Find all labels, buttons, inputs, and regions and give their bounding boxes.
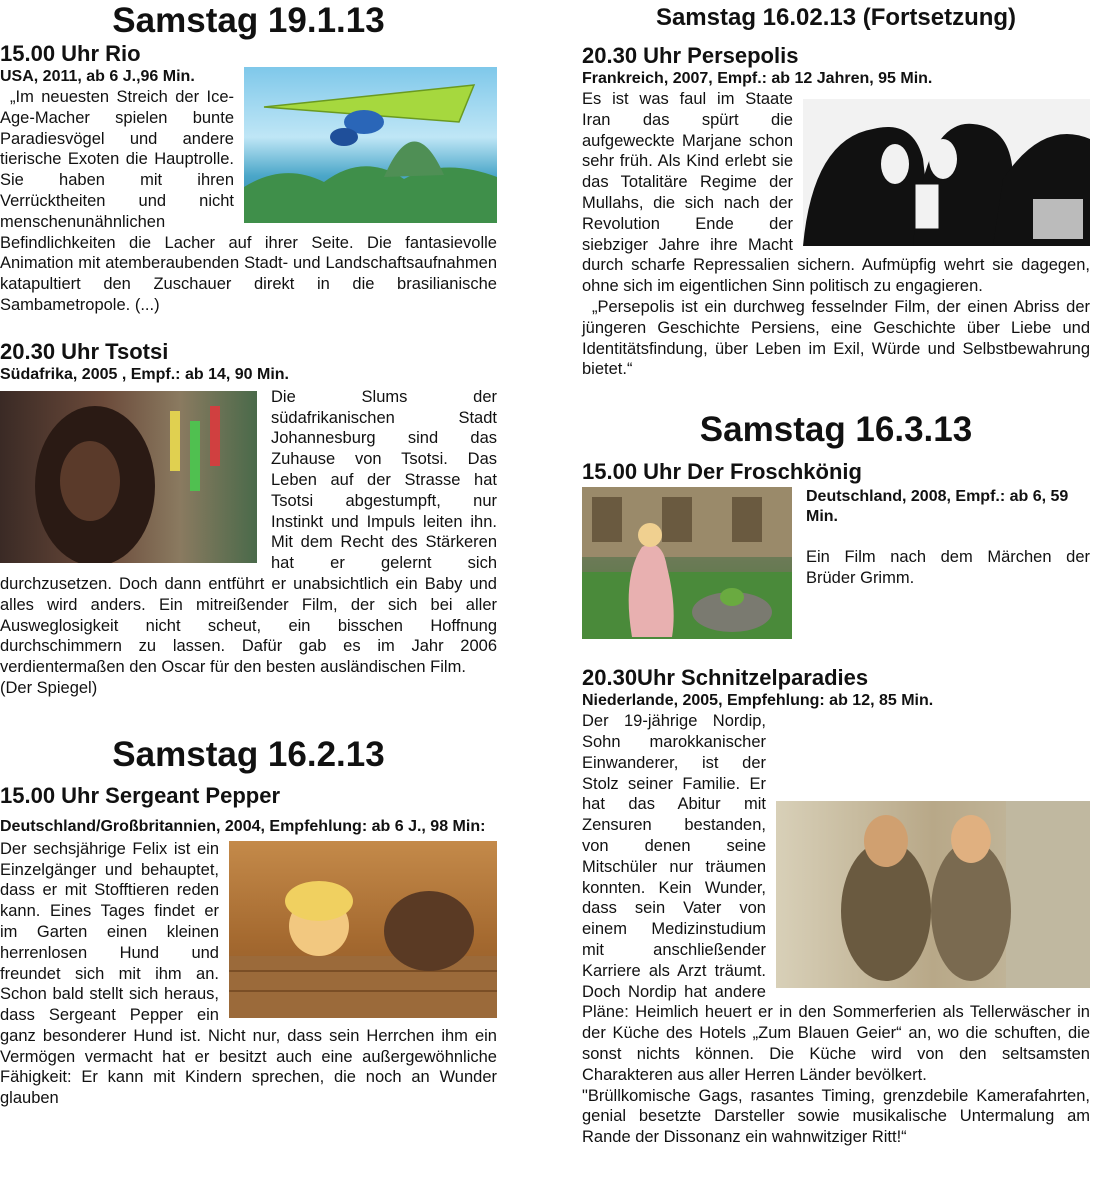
film-meta: USA, 2011, ab 6 J.,96 Min.	[0, 68, 195, 85]
left-column	[0, 0, 497, 1109]
continuation-heading: Samstag 16.02.13 (Fortsetzung)	[655, 4, 1017, 31]
day-heading-19-1: Samstag 19.1.13	[112, 1, 385, 40]
film-tsotsi	[0, 339, 497, 699]
rio-still-image	[244, 67, 497, 223]
film-meta: Deutschland, 2008, Empf.: ab 6, 59 Min.	[806, 488, 1069, 526]
film-description: Der 19-jährige Nordip, Sohn marokkanischer Einwanderer, ist der Stolz seiner Familie. Er hat das Abitur mit Zensuren bestanden, von denen seine Mitschüler nur träumen konnten. Kein Wunder, dass sein Vater von einem Medizinstudium mit anschließender Karriere als Arzt träumt. Doch Nordip hat andere Pläne: Heimlich heuert er in den Sommerferien als Tellerwäscher in der Küche des Hotels „Zum Blauen Geier“ an, wo die schuften, die sonst nichts können. Die Küche wird von den seltsamsten Charakteren aus aller Herren Länder bevölkert.	[582, 712, 1090, 1084]
film-froschkoenig	[582, 459, 1090, 641]
film-description: Ein Film nach dem Märchen der Brüder Grimm.	[806, 548, 1090, 587]
film-persepolis	[582, 43, 1090, 380]
film-meta: Deutschland/Großbritannien, 2004, Empfehlung: ab 6 J., 98 Min:	[0, 817, 486, 835]
day-heading-16-3: Samstag 16.3.13	[699, 410, 973, 450]
schnitzelparadies-still-image	[776, 801, 1090, 988]
film-sergeant-pepper	[0, 783, 497, 1109]
film-source: (Der Spiegel)	[0, 678, 98, 697]
froschkoenig-still-image	[582, 487, 792, 639]
pepper-still-image	[229, 841, 497, 1018]
film-title: 20.30 Uhr Persepolis	[582, 43, 799, 68]
film-quote: „Persepolis ist ein durchweg fesselnder Film, der einen Abriss der jüngeren Geschichte Persiens, eine Geschichte über Liebe und Identitätsfindung, über Leben im Exil, Würde und Selbstbewahrung bietet.“	[582, 297, 1090, 379]
right-column	[582, 0, 1090, 1148]
film-title: 20.30Uhr Schnitzelparadies	[582, 665, 869, 691]
film-description: Es ist was faul im Staate Iran das spürt die aufgeweckte Marjane schon sehr früh. Als Kind erlebt sie das Totalitäre Regime der Mullahs, die sich nach der Revolution Ende der siebziger Jahre ihre Macht durch scharfe Repressalien sichern. Aufmüpfig wehrt sie dagegen, ohne sich im eigentlichen Sinn politisch zu engagieren.	[582, 90, 1090, 296]
film-meta: Frankreich, 2007, Empf.: ab 12 Jahren, 95 Min.	[582, 70, 933, 87]
film-description: Die Slums der südafrikanischen Stadt Johannesburg sind das Zuhause von Tsotsi. Das Leben auf der Strasse hat Tsotsi abgestumpft, nur Instinkt und Impuls leiten ihn. Mit dem Recht des Stärkeren hat er gelernt sich durchzusetzen. Doch dann entführt er unabsichtlich ein Baby und alles wird anders. Ein mitreißender Film, der sich bei aller Ausweglosigkeit nicht scheut, ein bisschen Hoffnung durchschimmern zu lassen. Dafür gab es im Jahr 2006 verdientermaßen den Oscar für den besten ausländischen Film.	[0, 387, 497, 677]
film-description: Der sechsjährige Felix ist ein Einzelgänger und behauptet, dass er mit Stofftieren reden kann. Eines Tages findet er im Garten einen kleinen herrenlosen Hund und freundet sich mit ihm an. Schon bald stellt sich heraus, dass Sergeant Pepper ein ganz besonderer Hund ist. Nicht nur, dass sein Herrchen ihm ein Vermögen vermacht hat er besitzt auch eine außergewöhnliche Fähigkeit: Er kann mit Kindern sprechen, die noch an Wunder glauben	[0, 839, 497, 1108]
film-schnitzelparadies	[582, 665, 1090, 1148]
film-title: 15.00 Uhr Der Froschkönig	[582, 459, 862, 485]
film-title: 15.00 Uhr Sergeant Pepper	[0, 782, 281, 808]
film-title: 20.30 Uhr Tsotsi	[0, 338, 169, 364]
film-meta: Niederlande, 2005, Empfehlung: ab 12, 85 Min.	[582, 692, 934, 710]
film-rio	[0, 41, 497, 316]
day-heading-16-2: Samstag 16.2.13	[112, 734, 385, 774]
film-title: 15.00 Uhr Rio	[0, 41, 141, 66]
film-meta: Südafrika, 2005 , Empf.: ab 14, 90 Min.	[0, 365, 289, 383]
film-quote: "Brüllkomische Gags, rasantes Timing, grenzdebile Kamerafahrten, genial besetzte Darsteller sowie musikalische Untermalung am Rande der Dissonanz ein wahnwitziger Ritt!“	[582, 1086, 1090, 1147]
film-description: „Im neuesten Streich der Ice-Age-Macher spielen bunte Paradiesvögel und andere tierische Exoten die Hauptrolle. Sie haben mit ihren Verrücktheiten und nicht menschenunähnlichen Befindlichkeiten die Lacher auf ihrer Seite. Die fantasievolle Animation mit atemberaubenden Stadt- und Landschaftsaufnahmen katapultiert den Zuschauer direkt in die brasilianische Sambametropole. (...)	[0, 88, 497, 314]
persepolis-still-image	[803, 99, 1090, 246]
tsotsi-still-image	[0, 391, 257, 563]
